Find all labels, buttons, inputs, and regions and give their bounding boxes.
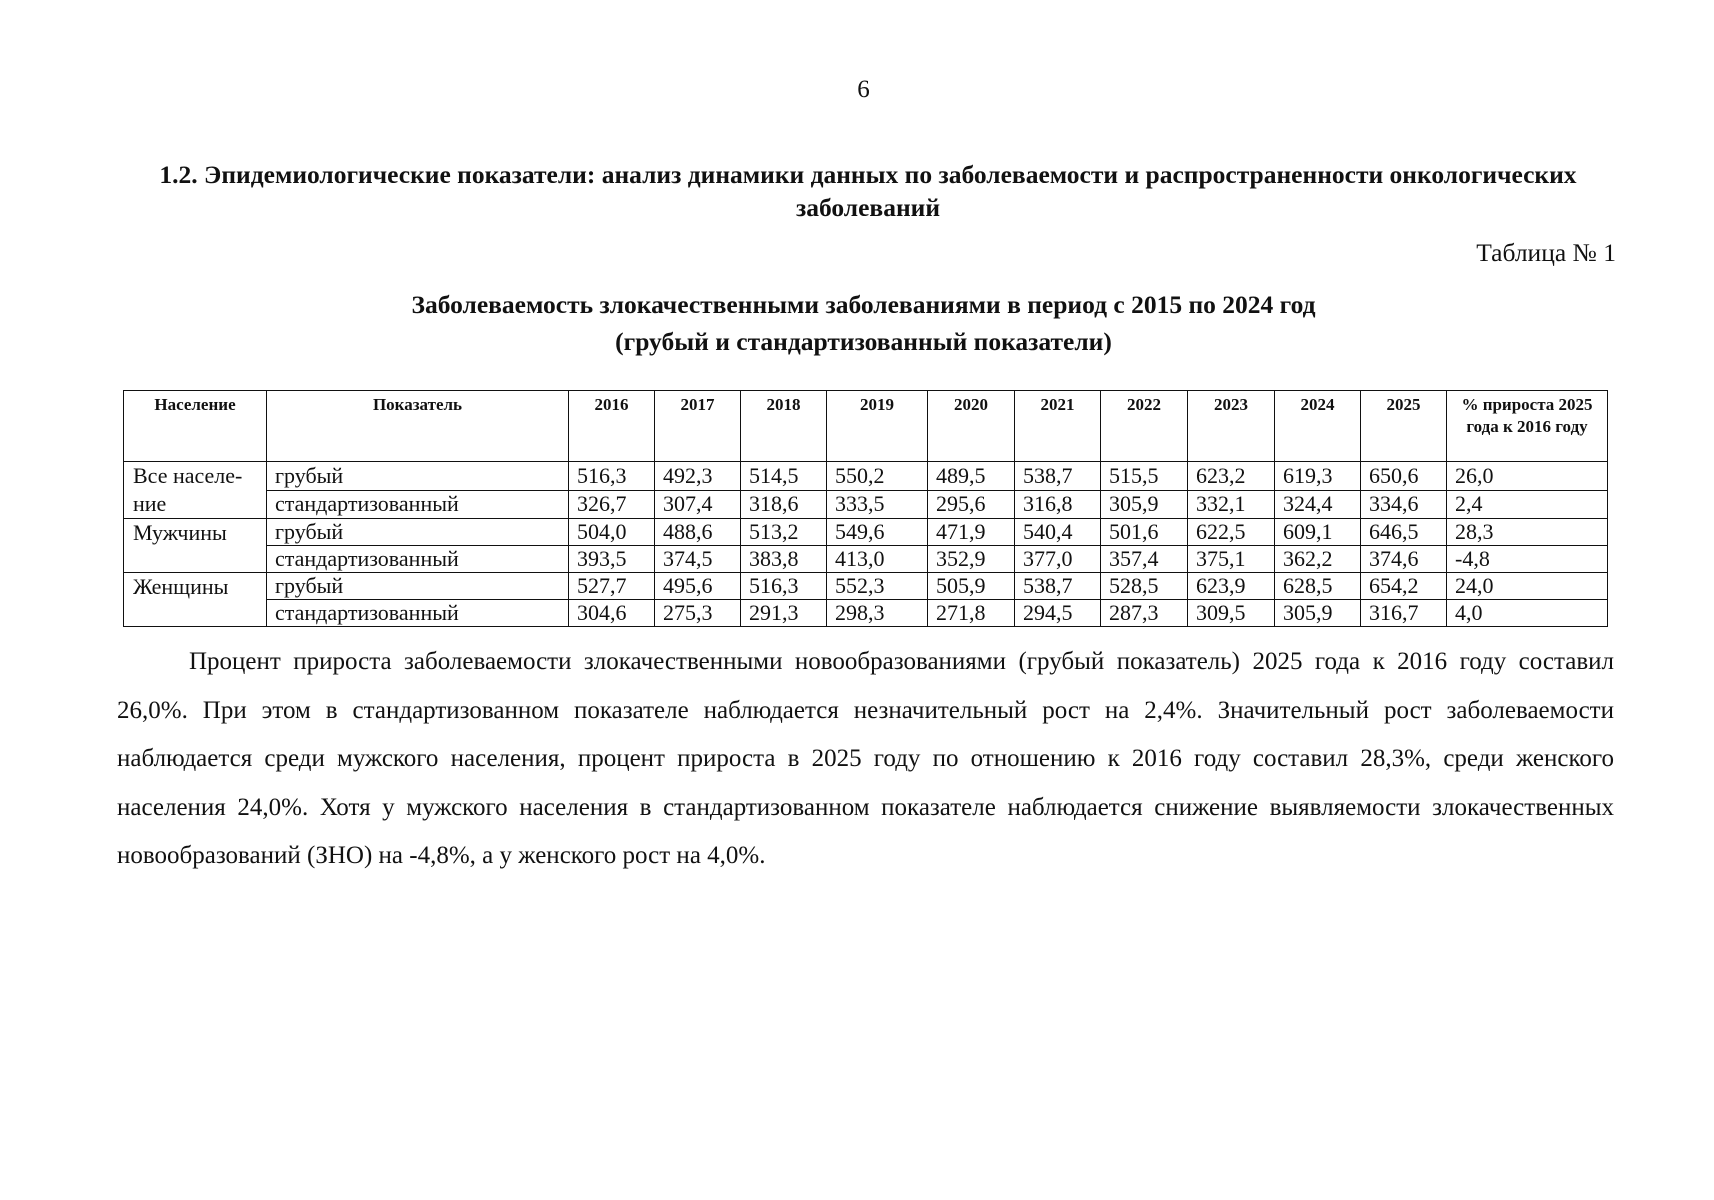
value-cell: 332,1	[1188, 490, 1275, 519]
value-cell: 538,7	[1015, 462, 1101, 491]
table-row	[124, 519, 1608, 546]
value-cell: 318,6	[741, 490, 827, 519]
page-number: 6	[857, 76, 870, 103]
value-cell: 515,5	[1101, 462, 1188, 491]
value-cell: 504,0	[569, 519, 655, 546]
indicator-cell: грубый	[267, 462, 569, 491]
value-cell: 291,3	[741, 600, 827, 627]
value-cell: 471,9	[928, 519, 1015, 546]
value-cell: 374,5	[655, 546, 741, 573]
table-label: Таблица № 1	[1476, 238, 1616, 267]
body-paragraph: Процент прироста заболеваемости злокачественными новообразованиями (грубый показатель) 2025 года к 2016 году составил 26,0%. При этом в стандартизованном показателе наблюдается незначительный рост на 2,4%. Значительный рост заболеваемости наблюдается среди мужского населения, процент прироста в 2025 году по отношению к 2016 году составил 28,3%, среди женского населения 24,0%. Хотя у мужского населения в стандартизованном показателе наблюдается снижение выявляемости злокачественных новообразований (ЗНО) на -4,8%, а у женского рост на 4,0%.	[117, 648, 1614, 869]
value-cell: 307,4	[655, 490, 741, 519]
value-cell: 528,5	[1101, 573, 1188, 600]
header-year-2016: 2016	[569, 391, 655, 462]
header-year-2024: 2024	[1275, 391, 1361, 462]
value-cell: 271,8	[928, 600, 1015, 627]
value-cell: 540,4	[1015, 519, 1101, 546]
population-cell: Все населе-ние	[124, 462, 267, 519]
value-cell: 516,3	[569, 462, 655, 491]
table-title	[0, 286, 1714, 360]
table-title-line-2: (грубый и стандартизованный показатели)	[615, 327, 1112, 356]
header-year-2023: 2023	[1188, 391, 1275, 462]
value-cell: 309,5	[1188, 600, 1275, 627]
table-title-line-1: Заболеваемость злокачественными заболеваниями в период с 2015 по 2024 год	[411, 290, 1316, 319]
header-year-2020: 2020	[928, 391, 1015, 462]
body-text	[117, 638, 1614, 881]
value-cell: 495,6	[655, 573, 741, 600]
value-cell: 362,2	[1275, 546, 1361, 573]
table-header-row	[124, 391, 1608, 462]
indicator-cell: стандартизованный	[267, 490, 569, 519]
value-cell: 501,6	[1101, 519, 1188, 546]
value-cell: 316,8	[1015, 490, 1101, 519]
value-cell: 516,3	[741, 573, 827, 600]
value-cell: 333,5	[827, 490, 928, 519]
value-cell: 316,7	[1361, 600, 1447, 627]
value-cell: 275,3	[655, 600, 741, 627]
header-year-2021: 2021	[1015, 391, 1101, 462]
value-cell: 646,5	[1361, 519, 1447, 546]
value-cell: 375,1	[1188, 546, 1275, 573]
growth-cell: -4,8	[1447, 546, 1608, 573]
value-cell: 357,4	[1101, 546, 1188, 573]
indicator-cell: грубый	[267, 573, 569, 600]
header-population: Население	[124, 391, 267, 462]
value-cell: 334,6	[1361, 490, 1447, 519]
header-year-2019: 2019	[827, 391, 928, 462]
value-cell: 298,3	[827, 600, 928, 627]
header-year-2025: 2025	[1361, 391, 1447, 462]
value-cell: 352,9	[928, 546, 1015, 573]
header-indicator: Показатель	[267, 391, 569, 462]
table-row	[124, 573, 1608, 600]
value-cell: 326,7	[569, 490, 655, 519]
header-year-2018: 2018	[741, 391, 827, 462]
value-cell: 609,1	[1275, 519, 1361, 546]
table-row	[124, 462, 1608, 491]
value-cell: 550,2	[827, 462, 928, 491]
value-cell: 489,5	[928, 462, 1015, 491]
value-cell: 413,0	[827, 546, 928, 573]
value-cell: 513,2	[741, 519, 827, 546]
growth-cell: 4,0	[1447, 600, 1608, 627]
value-cell: 305,9	[1101, 490, 1188, 519]
value-cell: 383,8	[741, 546, 827, 573]
value-cell: 549,6	[827, 519, 928, 546]
value-cell: 324,4	[1275, 490, 1361, 519]
growth-cell: 26,0	[1447, 462, 1608, 491]
population-cell: Женщины	[124, 573, 267, 627]
value-cell: 492,3	[655, 462, 741, 491]
value-cell: 514,5	[741, 462, 827, 491]
header-growth-percent: % прироста 2025 года к 2016 году	[1447, 391, 1608, 462]
indicator-cell: грубый	[267, 519, 569, 546]
section-heading: 1.2. Эпидемиологические показатели: анализ динамики данных по заболеваемости и распространенности онкологических заболеваний	[159, 160, 1577, 222]
table-row	[124, 600, 1608, 627]
value-cell: 650,6	[1361, 462, 1447, 491]
value-cell: 393,5	[569, 546, 655, 573]
growth-cell: 2,4	[1447, 490, 1608, 519]
incidence-table	[123, 390, 1608, 627]
indicator-cell: стандартизованный	[267, 600, 569, 627]
table-row	[124, 546, 1608, 573]
value-cell: 622,5	[1188, 519, 1275, 546]
value-cell: 538,7	[1015, 573, 1101, 600]
value-cell: 488,6	[655, 519, 741, 546]
value-cell: 304,6	[569, 600, 655, 627]
value-cell: 628,5	[1275, 573, 1361, 600]
value-cell: 527,7	[569, 573, 655, 600]
value-cell: 552,3	[827, 573, 928, 600]
growth-cell: 28,3	[1447, 519, 1608, 546]
value-cell: 505,9	[928, 573, 1015, 600]
value-cell: 623,2	[1188, 462, 1275, 491]
value-cell: 374,6	[1361, 546, 1447, 573]
table-row	[124, 490, 1608, 519]
header-year-2017: 2017	[655, 391, 741, 462]
value-cell: 294,5	[1015, 600, 1101, 627]
value-cell: 377,0	[1015, 546, 1101, 573]
population-cell: Мужчины	[124, 519, 267, 573]
value-cell: 295,6	[928, 490, 1015, 519]
value-cell: 623,9	[1188, 573, 1275, 600]
value-cell: 654,2	[1361, 573, 1447, 600]
indicator-cell: стандартизованный	[267, 546, 569, 573]
header-year-2022: 2022	[1101, 391, 1188, 462]
growth-cell: 24,0	[1447, 573, 1608, 600]
value-cell: 619,3	[1275, 462, 1361, 491]
value-cell: 287,3	[1101, 600, 1188, 627]
value-cell: 305,9	[1275, 600, 1361, 627]
